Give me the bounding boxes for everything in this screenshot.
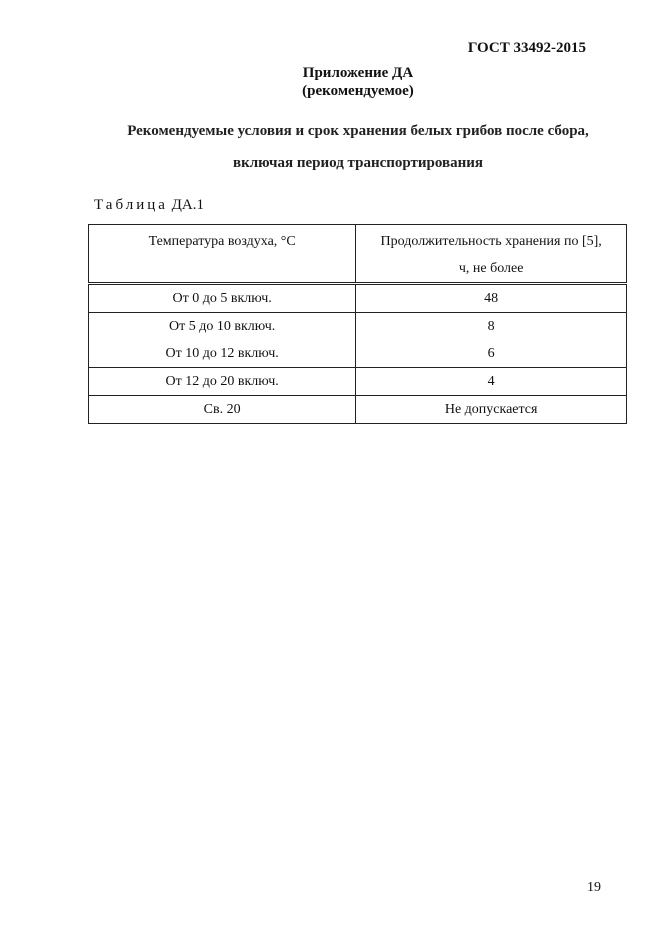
row-duration: 48 bbox=[356, 284, 627, 313]
page-number: 19 bbox=[587, 880, 601, 895]
subtitle-line-1: Рекомендуемые условия и срок хранения белых грибов после сбора, bbox=[127, 123, 589, 139]
table-row bbox=[89, 368, 627, 396]
header-duration bbox=[356, 225, 627, 284]
appendix-status: (рекомендуемое) bbox=[302, 83, 414, 99]
row-temperature: От 5 до 10 включ. От 10 до 12 включ. bbox=[89, 313, 356, 368]
table-caption bbox=[94, 197, 204, 214]
row-temperature: От 12 до 20 включ. bbox=[89, 368, 356, 396]
table-row bbox=[89, 284, 627, 313]
table-row bbox=[89, 396, 627, 424]
header-duration-line-2: ч, не более bbox=[458, 261, 524, 276]
row-duration: 4 bbox=[356, 368, 627, 396]
header-temperature: Температура воздуха, °С bbox=[89, 225, 356, 284]
storage-table bbox=[88, 224, 627, 424]
table-subtitle bbox=[0, 115, 661, 179]
appendix-title: Приложение ДА bbox=[302, 65, 414, 81]
row-temperature: Св. 20 bbox=[89, 396, 356, 424]
header-duration-line-1: Продолжительность хранения по [5], bbox=[380, 234, 602, 249]
table-caption-word: Таблица bbox=[94, 197, 168, 213]
table-row bbox=[89, 313, 627, 368]
appendix-heading bbox=[0, 64, 661, 100]
row-duration: Не допускается bbox=[356, 396, 627, 424]
table-caption-number: ДА.1 bbox=[171, 197, 204, 213]
table-header-row bbox=[89, 225, 627, 284]
row-temperature: От 0 до 5 включ. bbox=[89, 284, 356, 313]
document-code: ГОСТ 33492-2015 bbox=[467, 40, 586, 56]
subtitle-line-2: включая период транспортирования bbox=[232, 155, 484, 171]
row-duration: 8 6 bbox=[356, 313, 627, 368]
